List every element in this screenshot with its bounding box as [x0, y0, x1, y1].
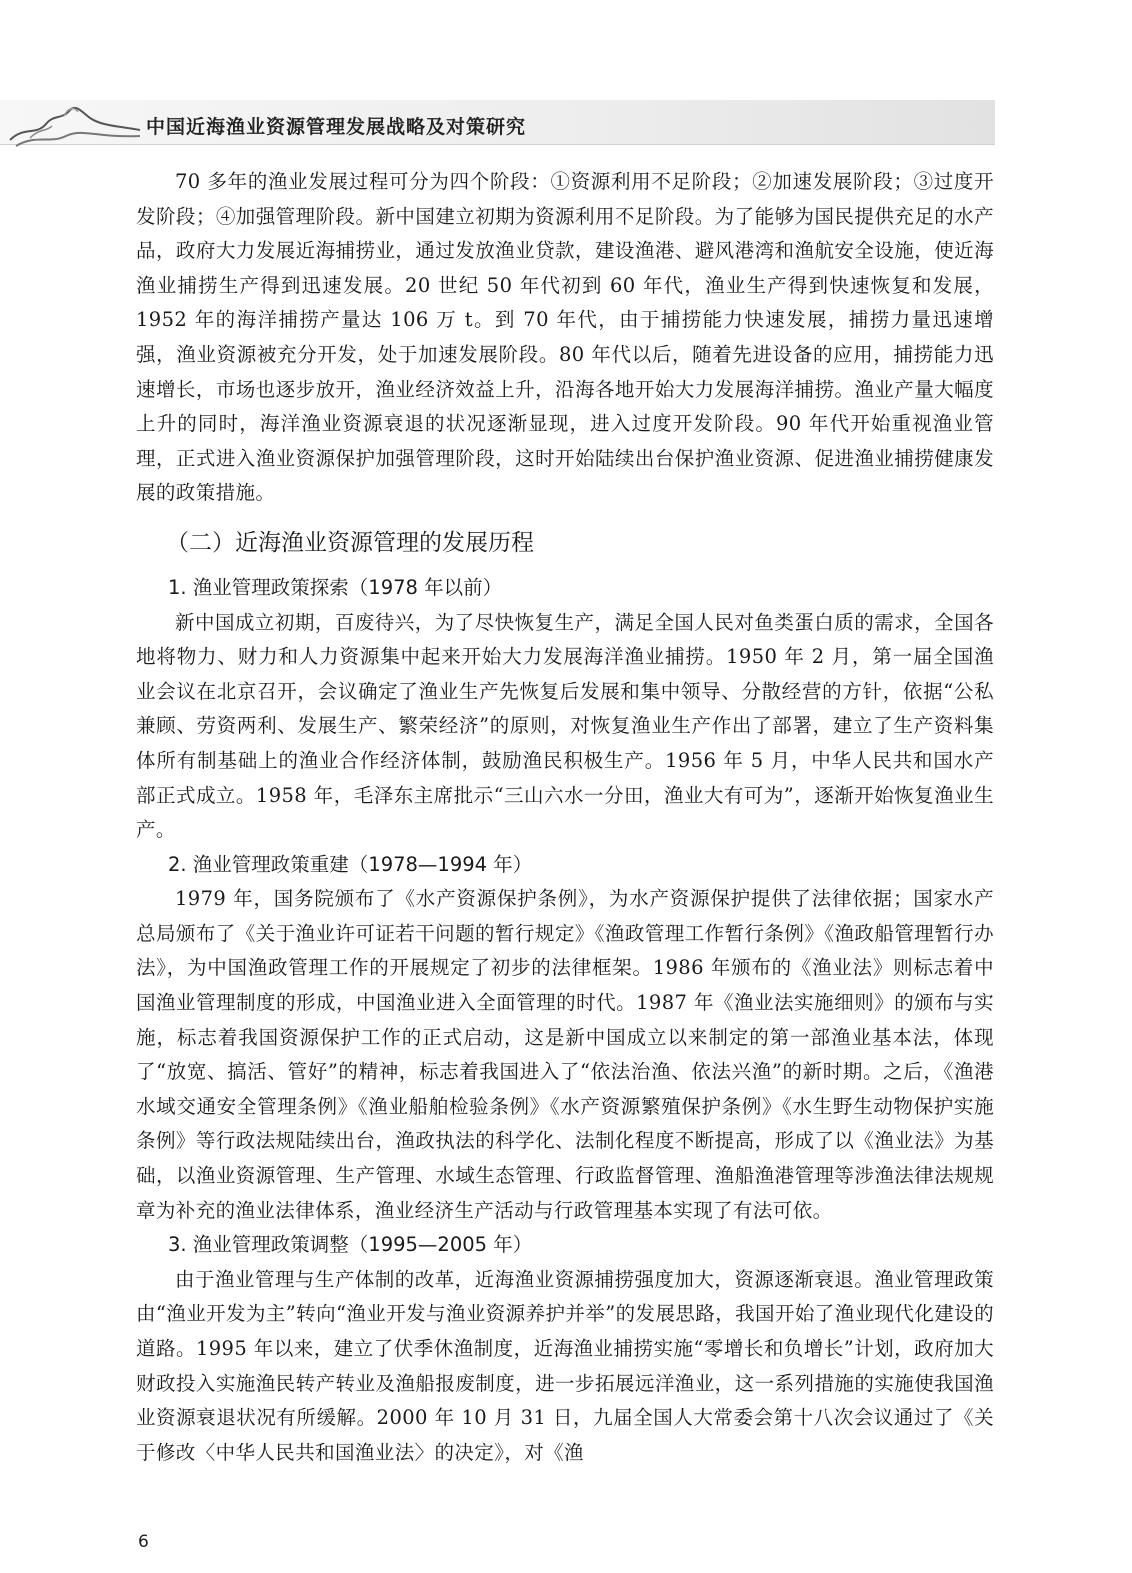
- subheading-policy-rebuild: 2. 渔业管理政策重建（1978—1994 年）: [168, 852, 533, 876]
- paragraph-policy-rebuild: 1979 年，国务院颁布了《水产资源保护条例》，为水产资源保护提供了法律依据；国家水产总局颁布了《关于渔业许可证若干问题的暂行规定》《渔政管理工作暂行条例》《渔政船管理暂行办法》，为中国渔政管理工作的开展规定了初步的法律框架。1986 年颁布的《渔业法》则标志着中国渔业管理制度的形成，中国渔业进入全面管理的时代。1987 年《渔业法实施细则》的颁布与实施，标志着我国资源保护工作的正式启动，这是新中国成立以来制定的第一部渔业基本法，体现了“放宽、搞活、管好”的精神，标志着我国进入了“依法治渔、依法兴渔”的新时期。之后，《渔港水域交通安全管理条例》《渔业船舶检验条例》《水产资源繁殖保护条例》《水生野生动物保护实施条例》等行政法规陆续出台，渔政执法的科学化、法制化程度不断提高，形成了以《渔业法》为基础，以渔业资源管理、生产管理、水域生态管理、行政监督管理、渔船渔港管理等涉渔法律法规规章为补充的渔业法律体系，渔业经济生产活动与行政管理基本实现了有法可依。: [136, 887, 994, 1222]
- section-heading: （二）近海渔业资源管理的发展历程: [166, 529, 534, 556]
- mountain-wave-logo-icon: [6, 96, 144, 150]
- subheading-policy-exploration: 1. 渔业管理政策探索（1978 年以前）: [168, 575, 503, 599]
- running-header-title: 中国近海渔业资源管理发展战略及对策研究: [146, 116, 527, 138]
- paragraph-policy-adjustment: 由于渔业管理与生产体制的改革，近海渔业资源捕捞强度加大，资源逐渐衰退。渔业管理政策由“渔业开发为主”转向“渔业开发与渔业资源养护并举”的发展思路，我国开始了渔业现代化建设的道路。1995 年以来，建立了伏季休渔制度，近海渔业捕捞实施“零增长和负增长”计划，政府加大财政投入实施渔民转产转业及渔船报废制度，进一步拓展远洋渔业，这一系列措施的实施使我国渔业资源衰退状况有所缓解。2000 年 10 月 31 日，九届全国人大常委会第十八次会议通过了《关于修改〈中华人民共和国渔业法〉的决定》，对《渔: [136, 1267, 994, 1464]
- paragraph-development-stages: 70 多年的渔业发展过程可分为四个阶段：①资源利用不足阶段；②加速发展阶段；③过度开发阶段；④加强管理阶段。新中国建立初期为资源利用不足阶段。为了能够为国民提供充足的水产品，政府大力发展近海捕捞业，通过发放渔业贷款，建设渔港、避风港湾和渔航安全设施，使近海渔业捕捞生产得到迅速发展。20 世纪 50 年代初到 60 年代，渔业生产得到快速恢复和发展，1952 年的海洋捕捞产量达 106 万 t。到 70 年代，由于捕捞能力快速发展，捕捞力量迅速增强，渔业资源被充分开发，处于加速发展阶段。80 年代以后，随着先进设备的应用，捕捞能力迅速增长，市场也逐步放开，渔业经济效益上升，沿海各地开始大力发展海洋捕捞。渔业产量大幅度上升的同时，海洋渔业资源衰退的状况逐渐显现，进入过度开发阶段。90 年代开始重视渔业管理，正式进入渔业资源保护加强管理阶段，这时开始陆续出台保护渔业资源、促进渔业捕捞健康发展的政策措施。: [136, 170, 994, 505]
- page-body: [136, 165, 994, 1470]
- subheading-policy-adjustment: 3. 渔业管理政策调整（1995—2005 年）: [168, 1233, 533, 1257]
- page-number: 6: [138, 1532, 149, 1552]
- paragraph-policy-exploration: 新中国成立初期，百废待兴，为了尽快恢复生产，满足全国人民对鱼类蛋白质的需求，全国各地将物力、财力和人力资源集中起来开始大力发展海洋渔业捕捞。1950 年 2 月，第一届全国渔业会议在北京召开，会议确定了渔业生产先恢复后发展和集中领导、分散经营的方针，依据“公私兼顾、劳资两利、发展生产、繁荣经济”的原则，对恢复渔业生产作出了部署，建立了生产资料集体所有制基础上的渔业合作经济体制，鼓励渔民积极生产。1956 年 5 月，中华人民共和国水产部正式成立。1958 年，毛泽东主席批示“三山六水一分田，渔业大有可为”，逐渐开始恢复渔业生产。: [136, 610, 994, 842]
